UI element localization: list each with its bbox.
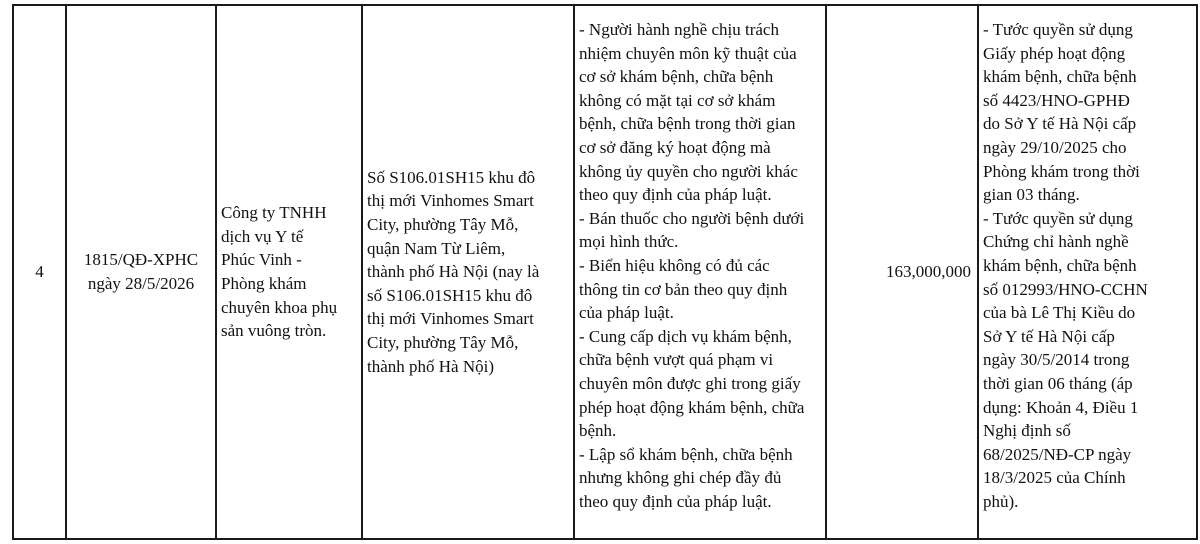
cell-text-line: ngày 28/5/2026	[87, 274, 195, 293]
cell-text-line: do Sở Y tế Hà Nội cấp	[983, 114, 1137, 134]
cell-text-line: phủ).	[983, 491, 1019, 511]
cell-text-line: gian 03 tháng.	[983, 185, 1080, 205]
cell-text-line: 1815/QĐ-XPHC	[83, 250, 199, 270]
cell-text-line: City, phường Tây Mỗ,	[367, 332, 519, 352]
cell-text-line: Sở Y tế Hà Nội cấp	[983, 326, 1115, 346]
cell-text-line: nhưng không ghi chép đầy đủ	[579, 468, 782, 488]
cell-text-line: dịch vụ Y tế	[221, 226, 304, 246]
cell-text-line: cơ sở khám bệnh, chữa bệnh	[579, 67, 774, 87]
violations-cell	[574, 5, 826, 539]
cell-text-line: Phúc Vinh -	[221, 250, 302, 270]
cell-text-line: bệnh, chữa bệnh trong thời gian	[579, 114, 796, 134]
cell-text-line: 68/2025/NĐ-CP ngày	[983, 444, 1132, 464]
cell-text-line: thông tin cơ bản theo quy định	[579, 279, 788, 299]
cell-text-line: thành phố Hà Nội)	[367, 356, 495, 376]
cell-text-line: theo quy định của pháp luật.	[579, 491, 772, 511]
stt-cell	[13, 5, 66, 539]
cell-text-line: quận Nam Từ Liêm,	[367, 238, 506, 258]
cell-text-line: thành phố Hà Nội (nay là	[367, 262, 540, 282]
cell-text-line: Số S106.01SH15 khu đô	[367, 167, 536, 187]
cell-text-line: - Lập sổ khám bệnh, chữa bệnh	[579, 444, 793, 464]
cell-text-line: khám bệnh, chữa bệnh	[983, 67, 1137, 87]
cell-text-line: Nghị định số	[983, 421, 1071, 441]
cell-text-line: sản vuông tròn.	[221, 321, 327, 341]
cell-text-line: thị mới Vinhomes Smart	[367, 309, 534, 329]
organization-cell	[216, 5, 362, 539]
cell-text-line: ngày 29/10/2025 cho	[983, 137, 1127, 157]
cell-text-line: - Tước quyền sử dụng	[983, 208, 1133, 228]
fine-cell	[826, 5, 978, 539]
cell-text-line: phép hoạt động khám bệnh, chữa	[579, 397, 805, 417]
cell-text-line: Giấy phép hoạt động	[983, 43, 1126, 63]
address-cell	[362, 5, 574, 539]
cell-text-line: của bà Lê Thị Kiều do	[983, 303, 1136, 323]
cell-text-line: ngày 30/5/2014 trong	[983, 350, 1130, 370]
cell-text-line: số 4423/HNO-GPHĐ	[983, 90, 1130, 110]
cell-text-line: của pháp luật.	[579, 303, 674, 323]
cell-text-line: - Người hành nghề chịu trách	[579, 20, 779, 39]
cell-text-line: chuyên môn được ghi trong giấy	[579, 373, 801, 393]
fine-amount: 163,000,000	[886, 262, 971, 282]
cell-text-line: chuyên khoa phụ	[221, 297, 338, 317]
cell-text-line: Công ty TNHH	[221, 203, 327, 223]
cell-text-line: - Cung cấp dịch vụ khám bệnh,	[579, 326, 792, 346]
cell-text-line: - Tước quyền sử dụng	[983, 20, 1133, 39]
cell-text-line: chữa bệnh vượt quá phạm vi	[579, 350, 774, 370]
cell-text-line: City, phường Tây Mỗ,	[367, 215, 519, 235]
cell-text-line: số S106.01SH15 khu đô	[367, 285, 533, 305]
cell-text-line: số 012993/HNO-CCHN	[983, 279, 1148, 299]
cell-text-line: - Bán thuốc cho người bệnh dưới	[579, 208, 805, 228]
penalty-table	[12, 4, 1198, 540]
cell-text-line: - Biển hiệu không có đủ các	[579, 255, 770, 275]
cell-text-line: mọi hình thức.	[579, 232, 679, 252]
table-row	[13, 5, 1197, 539]
decision-cell	[66, 5, 216, 539]
cell-text-line: Phòng khám	[221, 274, 307, 293]
cell-text-line: không ủy quyền cho người khác	[579, 161, 798, 181]
cell-text-line: cơ sở đăng ký hoạt động mà	[579, 137, 771, 157]
cell-text-line: nhiệm chuyên môn kỹ thuật của	[579, 43, 797, 63]
cell-text-line: không có mặt tại cơ sở khám	[579, 90, 776, 110]
cell-text-line: theo quy định của pháp luật.	[579, 185, 772, 205]
cell-text-line: thời gian 06 tháng (áp	[983, 373, 1133, 393]
cell-text-line: bệnh.	[579, 421, 617, 441]
cell-text-line: dụng: Khoản 4, Điều 1	[983, 397, 1139, 417]
cell-text-line: Chứng chỉ hành nghề	[983, 232, 1129, 252]
cell-text-line: Phòng khám trong thời	[983, 161, 1140, 181]
cell-text-line: khám bệnh, chữa bệnh	[983, 255, 1137, 275]
cell-text-line: thị mới Vinhomes Smart	[367, 191, 534, 211]
sanctions-cell	[978, 5, 1197, 539]
stt-value: 4	[35, 262, 44, 282]
cell-text-line: 18/3/2025 của Chính	[983, 468, 1126, 488]
